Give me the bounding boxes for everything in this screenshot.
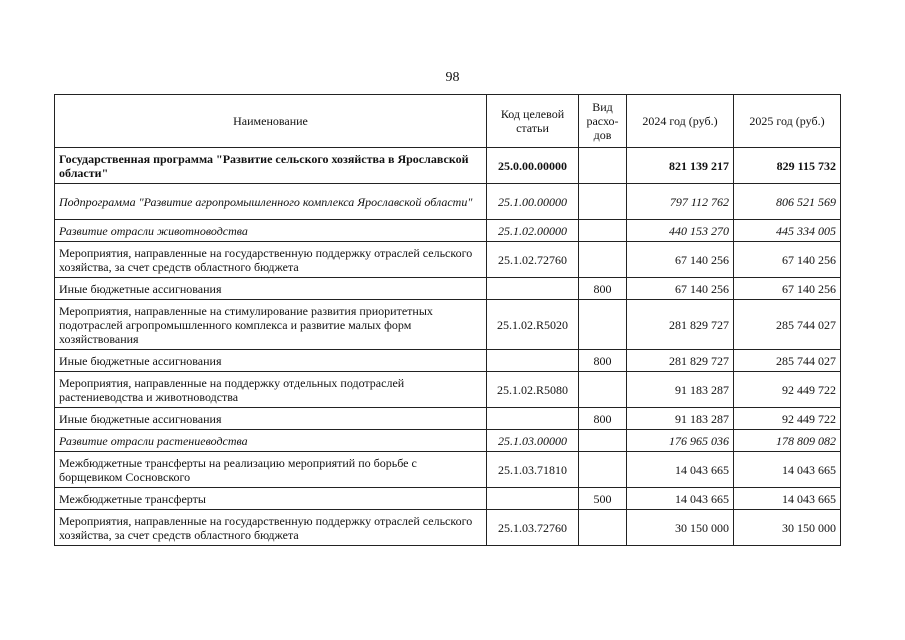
row-name-cell: Государственная программа "Развитие сельского хозяйства в Ярославской области" (55, 148, 487, 184)
budget-table (54, 94, 841, 546)
row-kind-cell (579, 430, 627, 452)
table-row (55, 220, 841, 242)
row-name-cell: Развитие отрасли животноводства (55, 220, 487, 242)
row-2025-cell: 30 150 000 (734, 510, 841, 546)
table-body (55, 148, 841, 546)
row-2025-cell: 285 744 027 (734, 300, 841, 350)
row-kind-cell (579, 148, 627, 184)
row-kind-cell: 800 (579, 350, 627, 372)
header-2024: 2024 год (руб.) (627, 95, 734, 148)
header-kind: Вид расхо-дов (579, 95, 627, 148)
row-name-cell: Межбюджетные трансферты (55, 488, 487, 510)
table-row (55, 184, 841, 220)
row-2025-cell: 14 043 665 (734, 488, 841, 510)
table-row (55, 300, 841, 350)
row-code-cell: 25.1.02.72760 (487, 242, 579, 278)
row-kind-cell (579, 510, 627, 546)
row-2024-cell: 176 965 036 (627, 430, 734, 452)
row-code-cell: 25.1.00.00000 (487, 184, 579, 220)
row-name-cell: Мероприятия, направленные на государственную поддержку отраслей сельского хозяйства, за счет средств областного бюджета (55, 242, 487, 278)
row-2024-cell: 91 183 287 (627, 372, 734, 408)
row-code-cell (487, 278, 579, 300)
row-name-cell: Иные бюджетные ассигнования (55, 408, 487, 430)
row-kind-cell: 800 (579, 278, 627, 300)
row-name-cell: Иные бюджетные ассигнования (55, 350, 487, 372)
row-code-cell (487, 488, 579, 510)
row-code-cell (487, 350, 579, 372)
row-2024-cell: 14 043 665 (627, 488, 734, 510)
row-2025-cell: 829 115 732 (734, 148, 841, 184)
row-code-cell: 25.1.02.R5020 (487, 300, 579, 350)
row-2025-cell: 67 140 256 (734, 242, 841, 278)
row-name-cell: Подпрограмма "Развитие агропромышленного комплекса Ярославской области" (55, 184, 487, 220)
table-row (55, 510, 841, 546)
row-code-cell: 25.0.00.00000 (487, 148, 579, 184)
table-row (55, 148, 841, 184)
row-2024-cell: 281 829 727 (627, 350, 734, 372)
header-2025: 2025 год (руб.) (734, 95, 841, 148)
row-2025-cell: 92 449 722 (734, 372, 841, 408)
row-2025-cell: 445 334 005 (734, 220, 841, 242)
table-row (55, 278, 841, 300)
row-kind-cell (579, 300, 627, 350)
row-name-cell: Мероприятия, направленные на государственную поддержку отраслей сельского хозяйства, за счет средств областного бюджета (55, 510, 487, 546)
row-2025-cell: 14 043 665 (734, 452, 841, 488)
row-code-cell (487, 408, 579, 430)
row-2024-cell: 440 153 270 (627, 220, 734, 242)
table-header-row (55, 95, 841, 148)
row-2025-cell: 92 449 722 (734, 408, 841, 430)
row-2025-cell: 178 809 082 (734, 430, 841, 452)
row-kind-cell (579, 220, 627, 242)
table-row (55, 452, 841, 488)
row-2025-cell: 285 744 027 (734, 350, 841, 372)
page-number: 98 (445, 70, 460, 85)
row-2024-cell: 67 140 256 (627, 242, 734, 278)
row-2024-cell: 821 139 217 (627, 148, 734, 184)
row-name-cell: Развитие отрасли растениеводства (55, 430, 487, 452)
row-name-cell: Мероприятия, направленные на поддержку отдельных подотраслей растениеводства и животноводства (55, 372, 487, 408)
row-kind-cell (579, 242, 627, 278)
row-kind-cell (579, 372, 627, 408)
row-code-cell: 25.1.03.71810 (487, 452, 579, 488)
row-2024-cell: 67 140 256 (627, 278, 734, 300)
row-kind-cell: 500 (579, 488, 627, 510)
row-kind-cell (579, 184, 627, 220)
row-2024-cell: 14 043 665 (627, 452, 734, 488)
row-2025-cell: 806 521 569 (734, 184, 841, 220)
row-code-cell: 25.1.02.R5080 (487, 372, 579, 408)
header-code: Код целевой статьи (487, 95, 579, 148)
row-kind-cell (579, 452, 627, 488)
row-code-cell: 25.1.03.72760 (487, 510, 579, 546)
row-2024-cell: 281 829 727 (627, 300, 734, 350)
table-row (55, 242, 841, 278)
header-name: Наименование (55, 95, 487, 148)
row-code-cell: 25.1.03.00000 (487, 430, 579, 452)
row-name-cell: Мероприятия, направленные на стимулирование развития приоритетных подотраслей агропромышленного комплекса и развитие малых форм хозяйствования (55, 300, 487, 350)
row-kind-cell: 800 (579, 408, 627, 430)
row-name-cell: Иные бюджетные ассигнования (55, 278, 487, 300)
row-2024-cell: 30 150 000 (627, 510, 734, 546)
row-name-cell: Межбюджетные трансферты на реализацию мероприятий по борьбе с борщевиком Сосновского (55, 452, 487, 488)
table-row (55, 350, 841, 372)
row-2025-cell: 67 140 256 (734, 278, 841, 300)
row-code-cell: 25.1.02.00000 (487, 220, 579, 242)
table-row (55, 408, 841, 430)
row-2024-cell: 797 112 762 (627, 184, 734, 220)
table-row (55, 488, 841, 510)
table-row (55, 372, 841, 408)
row-2024-cell: 91 183 287 (627, 408, 734, 430)
table-row (55, 430, 841, 452)
